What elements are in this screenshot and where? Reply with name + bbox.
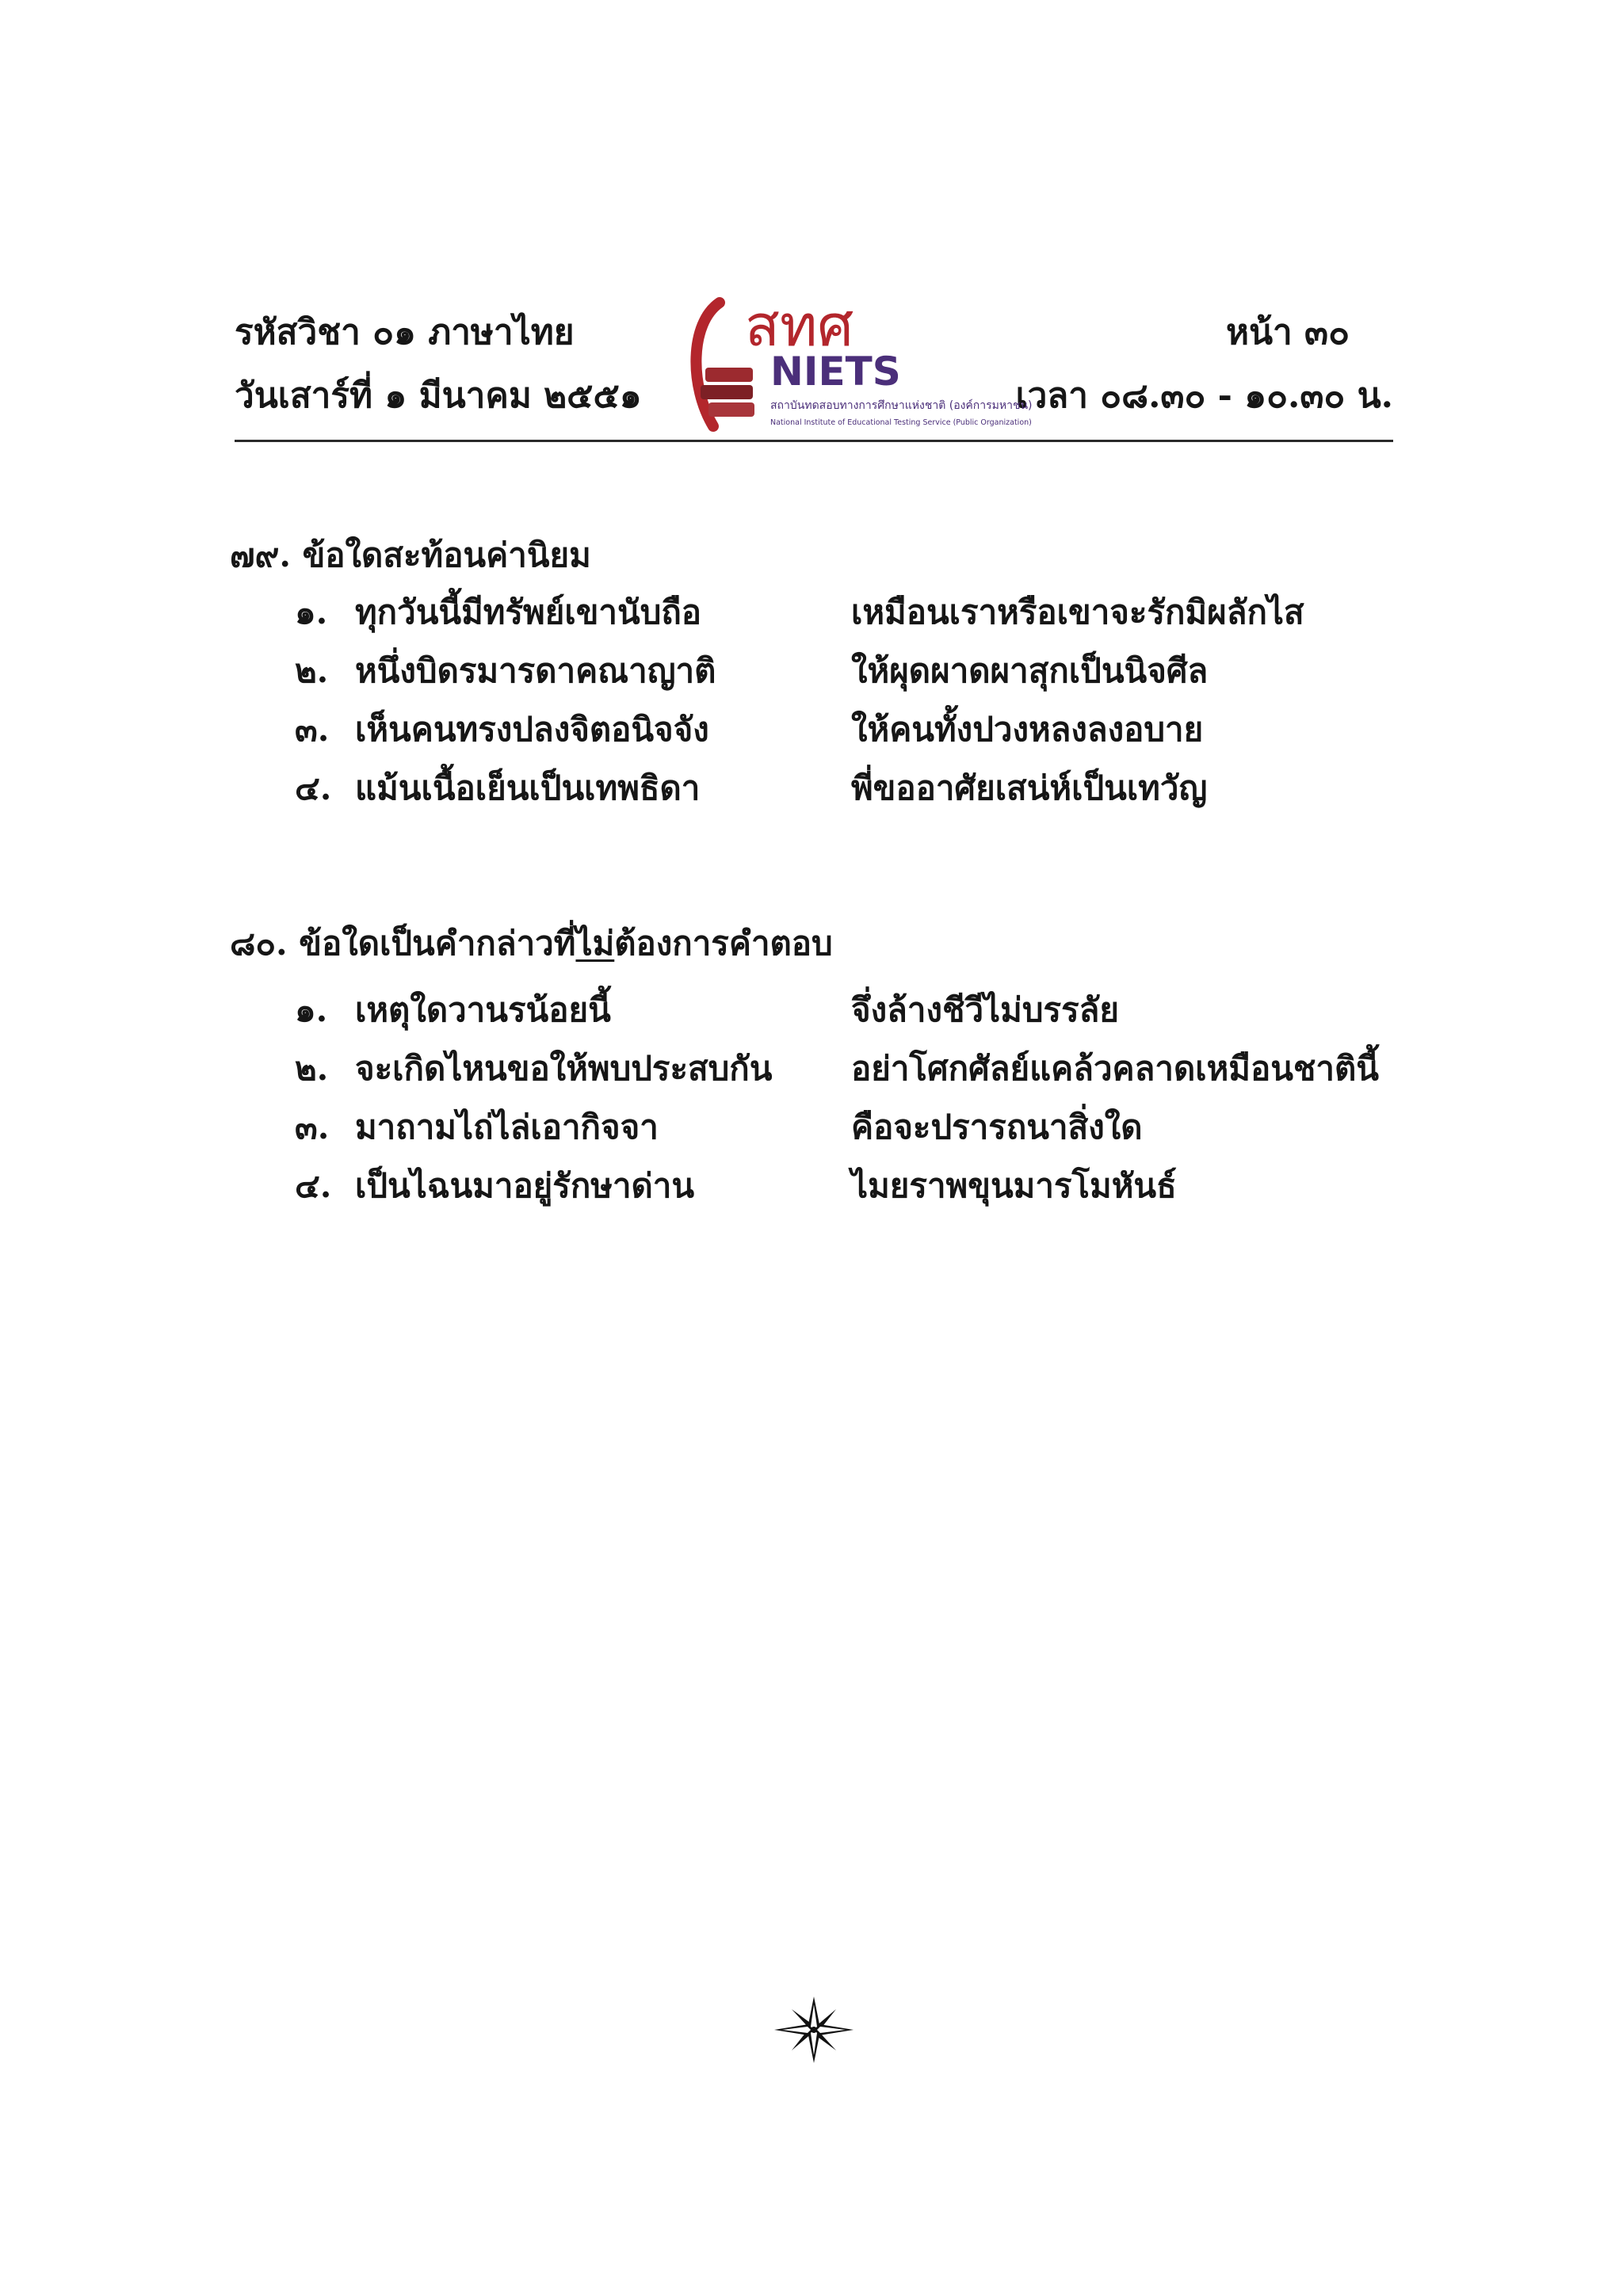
subject-code: รหัสวิชา ๐๑ ภาษาไทย xyxy=(235,312,575,353)
option-number: ๓. xyxy=(295,1108,330,1146)
question-number: ๘๐. xyxy=(230,924,288,963)
option-left-verse: เป็นไฉนมาอยู่รักษาด่าน xyxy=(355,1166,695,1205)
option-number: ๒. xyxy=(295,1049,329,1088)
exam-time: เวลา ๐๘.๓๐ - ๑๐.๓๐ น. xyxy=(1015,376,1393,416)
header-divider xyxy=(235,440,1393,442)
option-left-verse: หนึ่งบิดรมารดาคณาญาติ xyxy=(355,651,716,690)
logo-thai-abbr: สทศ xyxy=(745,292,854,359)
option-number: ๒. xyxy=(295,651,329,690)
logo-en-name: National Institute of Educational Testing Service (Public Organization) xyxy=(770,418,1032,427)
question-79 xyxy=(230,536,591,574)
compass-star-icon xyxy=(774,1997,854,2063)
option-left-verse: มาถามไถ่ไล่เอากิจจา xyxy=(355,1108,659,1146)
question-number: ๗๙. xyxy=(230,536,291,574)
option-right-verse: เหมือนเราหรือเขาจะรักมิผลักไส xyxy=(851,593,1304,631)
option-number: ๔. xyxy=(295,1166,332,1205)
option-right-verse: ให้คนทั้งปวงหลงลงอบาย xyxy=(851,710,1204,749)
option-right-verse: จึ่งล้างชีวีไม่บรรลัย xyxy=(851,990,1119,1029)
option-left-verse: เหตุใดวานรน้อยนี้ xyxy=(355,990,611,1029)
option-right-verse: อย่าโศกศัลย์แคล้วคลาดเหมือนชาตินี้ xyxy=(851,1049,1379,1088)
question-prompt-start: ข้อใดเป็นคำกล่าวที่ xyxy=(299,924,576,963)
exam-date: วันเสาร์ที่ ๑ มีนาคม ๒๕๕๑ xyxy=(235,376,642,416)
option-right-verse: ไมยราพขุนมารโมหันธ์ xyxy=(851,1166,1177,1205)
option-left-verse: ทุกวันนี้มีทรัพย์เขานับถือ xyxy=(355,593,702,631)
option-right-verse: พี่ขออาศัยเสน่ห์เป็นเทวัญ xyxy=(851,769,1208,807)
page-number: หน้า ๓๐ xyxy=(1225,312,1350,353)
logo-thai-name: สถาบันทดสอบทางการศึกษาแห่งชาติ (องค์การมหาชน) xyxy=(770,399,1033,412)
option-left-verse: จะเกิดไหนขอให้พบประสบกัน xyxy=(355,1049,773,1088)
option-left-verse: เห็นคนทรงปลงจิตอนิจจัง xyxy=(355,710,709,749)
option-right-verse: คือจะปรารถนาสิ่งใด xyxy=(851,1108,1143,1146)
option-left-verse: แม้นเนื้อเย็นเป็นเทพธิดา xyxy=(355,769,701,807)
option-number: ๓. xyxy=(295,710,330,749)
question-prompt-end: ต้องการคำตอบ xyxy=(614,924,833,963)
option-right-verse: ให้ผุดผาดผาสุกเป็นนิจศีล xyxy=(851,651,1209,690)
niets-logo xyxy=(682,292,1046,434)
option-number: ๑. xyxy=(295,593,328,631)
question-prompt: ข้อใดสะท้อนค่านิยม xyxy=(302,536,591,574)
option-number: ๑. xyxy=(295,990,328,1029)
question-80 xyxy=(230,924,833,963)
books-icon xyxy=(701,368,754,417)
option-number: ๔. xyxy=(295,769,332,807)
logo-en-abbr: NIETS xyxy=(770,349,901,395)
question-prompt-emphasis: ไม่ xyxy=(575,924,615,963)
